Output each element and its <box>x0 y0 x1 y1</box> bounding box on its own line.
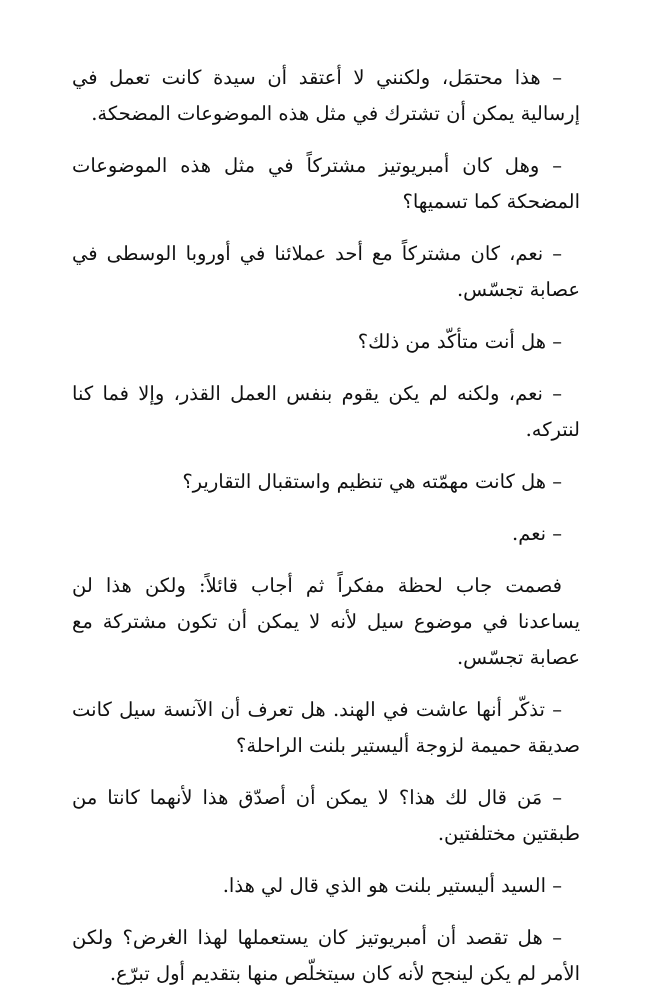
paragraph: – نعم، كان مشتركاً مع أحد عملائنا في أوروبا الوسطى في عصابة تجسّس. <box>72 242 580 301</box>
paragraph: فصمت جاب لحظة مفكراً ثم أجاب قائلاً: ولكن هذا لن يساعدنا في موضوع سيل لأنه لا يمكن أن تكون مشتركة مع عصابة تجسّس. <box>72 574 580 669</box>
paragraph: – هذا محتمَل، ولكنني لا أعتقد أن سيدة كانت تعمل في إرسالية يمكن أن تشترك في مثل هذه الموضوعات المضحكة. <box>72 66 580 125</box>
paragraph: – هل أنت متأكّد من ذلك؟ <box>357 330 562 353</box>
paragraph: – وهل كان أمبريوتيز مشتركاً في مثل هذه الموضوعات المضحكة كما تسميها؟ <box>72 154 580 213</box>
paragraph: – نعم، ولكنه لم يكن يقوم بنفس العمل القذر، وإلا فما كنا لنتركه. <box>72 382 580 441</box>
paragraph: – نعم. <box>512 522 562 545</box>
paragraph: – هل كانت مهمّته هي تنظيم واستقبال التقارير؟ <box>182 470 562 493</box>
paragraph: – مَن قال لك هذا؟ لا يمكن أن أصدّق هذا لأنهما كانتا من طبقتين مختلفتين. <box>72 786 580 845</box>
book-page <box>72 60 580 1008</box>
paragraph: – هل تقصد أن أمبريوتيز كان يستعملها لهذا الغرض؟ ولكن الأمر لم يكن لينجح لأنه كان سيتخلّص منها بتقديم أول تبرّع. <box>72 926 580 985</box>
paragraph: – السيد أليستير بلنت هو الذي قال لي هذا. <box>222 874 562 897</box>
paragraph: – تذكّر أنها عاشت في الهند. هل تعرف أن الآنسة سيل كانت صديقة حميمة لزوجة أليستير بلنت الراحلة؟ <box>72 698 580 757</box>
